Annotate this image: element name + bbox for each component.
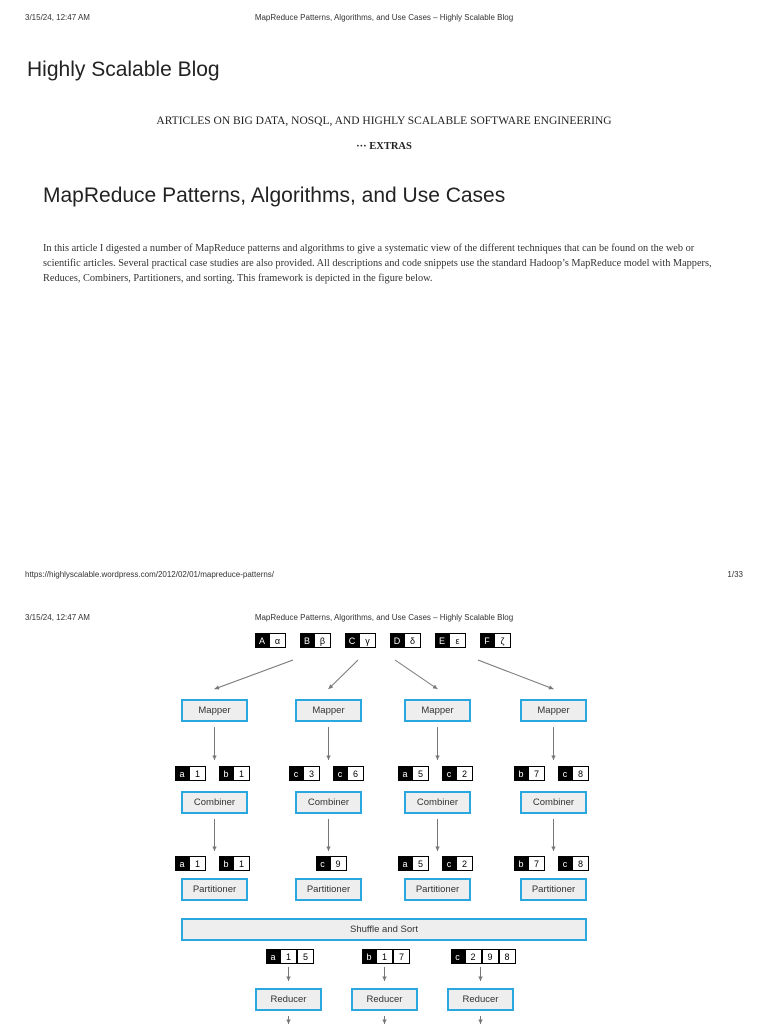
reducer-box: Reducer (351, 988, 418, 1011)
pair-key: a (398, 856, 412, 871)
print-header-title: MapReduce Patterns, Algorithms, and Use Cases – Highly Scalable Blog (254, 613, 514, 622)
pair-key: B (300, 633, 314, 648)
pair-value: ε (449, 633, 466, 648)
pdf-page-2 (0, 600, 768, 1024)
pair-key: c (558, 856, 572, 871)
mapper-output-pair (289, 766, 320, 781)
pair-key: c (451, 949, 465, 964)
flow-arrow-head (212, 755, 216, 760)
mapper-output-pair (333, 766, 364, 781)
pair-value: α (269, 633, 286, 648)
reducer-input-b (362, 949, 410, 964)
combiner-box: Combiner (404, 791, 471, 814)
pair-value: 5 (412, 856, 429, 871)
pair-value: 5 (412, 766, 429, 781)
pair-key: C (345, 633, 359, 648)
pair-value: 5 (297, 949, 314, 964)
flow-arrow-head (382, 976, 386, 981)
pair-key: b (514, 766, 528, 781)
page-separator (0, 590, 768, 600)
pair-key: a (266, 949, 280, 964)
mapper-output-pair (398, 766, 429, 781)
combiner-output-pair (316, 856, 347, 871)
mapper-box: Mapper (181, 699, 248, 722)
pair-value: 1 (376, 949, 393, 964)
pair-value: 1 (280, 949, 297, 964)
pair-value: 6 (347, 766, 364, 781)
mapper-box: Mapper (520, 699, 587, 722)
partitioner-box: Partitioner (404, 878, 471, 901)
extras-menu-link[interactable]: ··· EXTRAS (356, 141, 412, 152)
mapper-output-pair (175, 766, 206, 781)
flow-arrow-head (433, 685, 438, 689)
partitioner-box: Partitioner (181, 878, 248, 901)
pair-key: b (219, 766, 233, 781)
flow-arrow-line (215, 660, 294, 689)
print-header-datetime: 3/15/24, 12:47 AM (25, 13, 90, 22)
pair-value: 2 (456, 856, 473, 871)
flow-arrow-line (478, 660, 554, 689)
pair-value: 8 (572, 856, 589, 871)
article-title: MapReduce Patterns, Algorithms, and Use Cases (43, 184, 506, 207)
combiner-output-pair (175, 856, 206, 871)
partitioner-box: Partitioner (295, 878, 362, 901)
shuffle-and-sort-bar: Shuffle and Sort (181, 918, 587, 941)
pair-key: b (514, 856, 528, 871)
pair-value: 9 (330, 856, 347, 871)
pair-value: 1 (189, 856, 206, 871)
pair-key: c (558, 766, 572, 781)
combiner-output-pair (558, 856, 589, 871)
pair-key: a (175, 856, 189, 871)
flow-arrow-head (326, 846, 330, 851)
flow-arrow-head (435, 846, 439, 851)
pair-key: c (316, 856, 330, 871)
combiner-box: Combiner (295, 791, 362, 814)
pair-value: 8 (499, 949, 516, 964)
mapreduce-framework-diagram (0, 600, 768, 1024)
pair-value: 1 (233, 766, 250, 781)
reducer-box: Reducer (255, 988, 322, 1011)
pair-key: a (398, 766, 412, 781)
pair-value: 9 (482, 949, 499, 964)
mapper-output-pair (219, 766, 250, 781)
print-footer-page-number: 1/33 (727, 570, 743, 579)
mapper-output-pair (558, 766, 589, 781)
flow-arrow-head (551, 846, 555, 851)
print-header-title: MapReduce Patterns, Algorithms, and Use Cases – Highly Scalable Blog (254, 13, 514, 22)
reducer-input-a (266, 949, 314, 964)
article-intro-paragraph: In this article I digested a number of MapReduce patterns and algorithms to give a systematic view of the different techniques that can be found on the web or scientific articles. Several practical case studies are also provided. All descriptions and code snippets use the standard Hadoop’s MapReduce model with Mappers, Reduces, Combiners, Partitioners, and sorting. This framework is depicted in the figure below. (43, 243, 712, 284)
input-pair-B (300, 633, 331, 648)
blog-tagline: ARTICLES ON BIG DATA, NOSQL, AND HIGHLY SCALABLE SOFTWARE ENGINEERING (156, 115, 612, 127)
pair-value: β (314, 633, 331, 648)
flow-arrow-head (478, 1019, 482, 1024)
flow-arrow-line (395, 660, 438, 689)
blog-title[interactable]: Highly Scalable Blog (27, 58, 220, 81)
pair-key: b (219, 856, 233, 871)
combiner-output-pair (398, 856, 429, 871)
pair-value: 3 (303, 766, 320, 781)
combiner-box: Combiner (181, 791, 248, 814)
pair-value: δ (404, 633, 421, 648)
pair-value: 8 (572, 766, 589, 781)
pair-value: 2 (456, 766, 473, 781)
partitioner-box: Partitioner (520, 878, 587, 901)
pair-value: 1 (189, 766, 206, 781)
flow-arrow-head (286, 1019, 290, 1024)
pair-value: γ (359, 633, 376, 648)
mapper-output-pair (442, 766, 473, 781)
input-pair-F (480, 633, 511, 648)
flow-arrow-head (326, 755, 330, 760)
flow-arrow-head (435, 755, 439, 760)
flow-arrow-head (551, 755, 555, 760)
reducer-input-c (451, 949, 516, 964)
pair-key: F (480, 633, 494, 648)
pair-value: 7 (528, 766, 545, 781)
flow-arrow-head (382, 1019, 386, 1024)
pair-key: D (390, 633, 404, 648)
pair-value: 2 (465, 949, 482, 964)
input-pair-D (390, 633, 421, 648)
pair-key: b (362, 949, 376, 964)
mapper-box: Mapper (404, 699, 471, 722)
input-pair-A (255, 633, 286, 648)
pair-key: c (333, 766, 347, 781)
input-pair-E (435, 633, 466, 648)
combiner-output-pair (442, 856, 473, 871)
pair-key: E (435, 633, 449, 648)
flow-arrow-head (478, 976, 482, 981)
print-header-datetime: 3/15/24, 12:47 AM (25, 613, 90, 622)
pair-key: a (175, 766, 189, 781)
pair-value: 1 (233, 856, 250, 871)
pair-key: A (255, 633, 269, 648)
pair-key: c (289, 766, 303, 781)
pair-key: c (442, 856, 456, 871)
mapper-output-pair (514, 766, 545, 781)
pair-key: c (442, 766, 456, 781)
print-footer-url: https://highlyscalable.wordpress.com/2012/02/01/mapreduce-patterns/ (25, 570, 275, 579)
flow-arrow-head (286, 976, 290, 981)
combiner-box: Combiner (520, 791, 587, 814)
mapper-box: Mapper (295, 699, 362, 722)
combiner-output-pair (514, 856, 545, 871)
flow-arrow-head (212, 846, 216, 851)
pair-value: 7 (393, 949, 410, 964)
pair-value: ζ (494, 633, 511, 648)
pair-value: 7 (528, 856, 545, 871)
combiner-output-pair (219, 856, 250, 871)
reducer-box: Reducer (447, 988, 514, 1011)
input-pair-C (345, 633, 376, 648)
flow-arrow-line (329, 660, 359, 689)
